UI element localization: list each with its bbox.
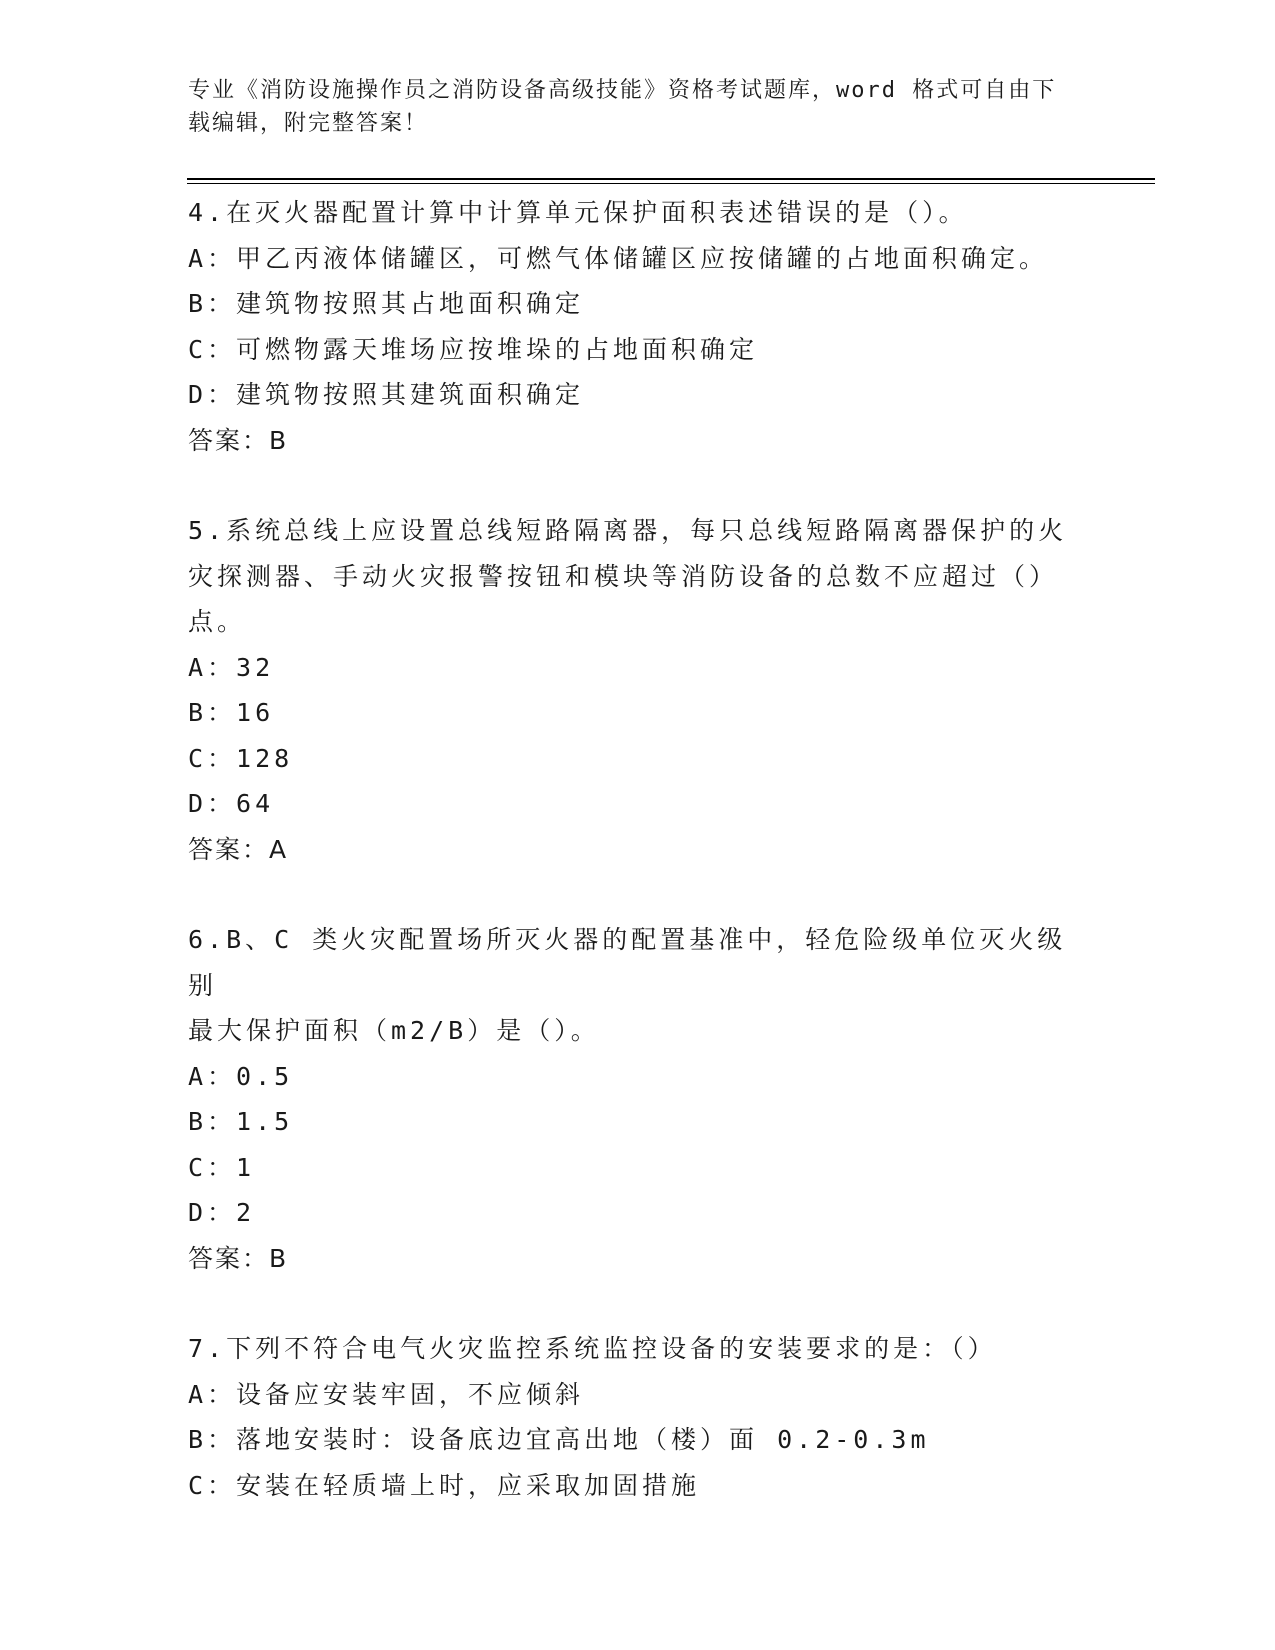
option-c: C：安装在轻质墙上时，应采取加固措施 [188, 1470, 701, 1500]
header-divider-thick [187, 178, 1155, 180]
question-stem-line-3: 点。 [188, 607, 247, 636]
question-stem-line-1: 5.系统总线上应设置总线短路隔离器，每只总线短路隔离器保护的火 [188, 516, 1068, 545]
header-divider-thin [187, 183, 1155, 184]
header-line-2: 载编辑，附完整答案！ [188, 111, 429, 136]
option-c: C：1 [188, 1152, 256, 1182]
header-line-1: 专业《消防设施操作员之消防设备高级技能》资格考试题库，word 格式可自由下 [188, 78, 1057, 103]
answer: 答案：A [188, 834, 289, 864]
option-b: B：1.5 [188, 1107, 294, 1136]
question-stem: 7.下列不符合电气火灾监控系统监控设备的安装要求的是：（） [188, 1334, 997, 1363]
question-stem: 4.在灭火器配置计算中计算单元保护面积表述错误的是（）。 [188, 198, 968, 227]
option-d: D：2 [188, 1198, 256, 1227]
option-b: B：16 [188, 698, 275, 727]
option-c: C：128 [188, 743, 294, 773]
question-4 [188, 190, 1088, 463]
question-7 [188, 1326, 1088, 1508]
question-stem-line-2: 最大保护面积（m2/B）是（）。 [188, 1016, 600, 1045]
question-list [188, 190, 1088, 1508]
option-a: A：32 [188, 652, 275, 682]
question-stem-line-1: 6.B、C 类火灾配置场所灭火器的配置基准中，轻危险级单位灭火级别 [188, 925, 1067, 1000]
question-6 [188, 917, 1088, 1281]
option-d: D：建筑物按照其建筑面积确定 [188, 380, 585, 409]
option-c: C：可燃物露天堆场应按堆垛的占地面积确定 [188, 334, 759, 364]
option-b: B：建筑物按照其占地面积确定 [188, 289, 585, 318]
option-a: A：甲乙丙液体储罐区，可燃气体储罐区应按储罐的占地面积确定。 [188, 243, 1049, 273]
document-header [188, 74, 1088, 140]
answer: 答案：B [188, 1243, 289, 1273]
question-5 [188, 508, 1088, 872]
option-b: B：落地安装时：设备底边宜高出地（楼）面 0.2-0.3m [188, 1425, 930, 1454]
option-a: A：设备应安装牢固，不应倾斜 [188, 1379, 585, 1409]
option-a: A：0.5 [188, 1061, 294, 1091]
option-d: D：64 [188, 789, 275, 818]
answer: 答案：B [188, 425, 289, 455]
question-stem-line-2: 灾探测器、手动火灾报警按钮和模块等消防设备的总数不应超过（） [188, 561, 1059, 591]
